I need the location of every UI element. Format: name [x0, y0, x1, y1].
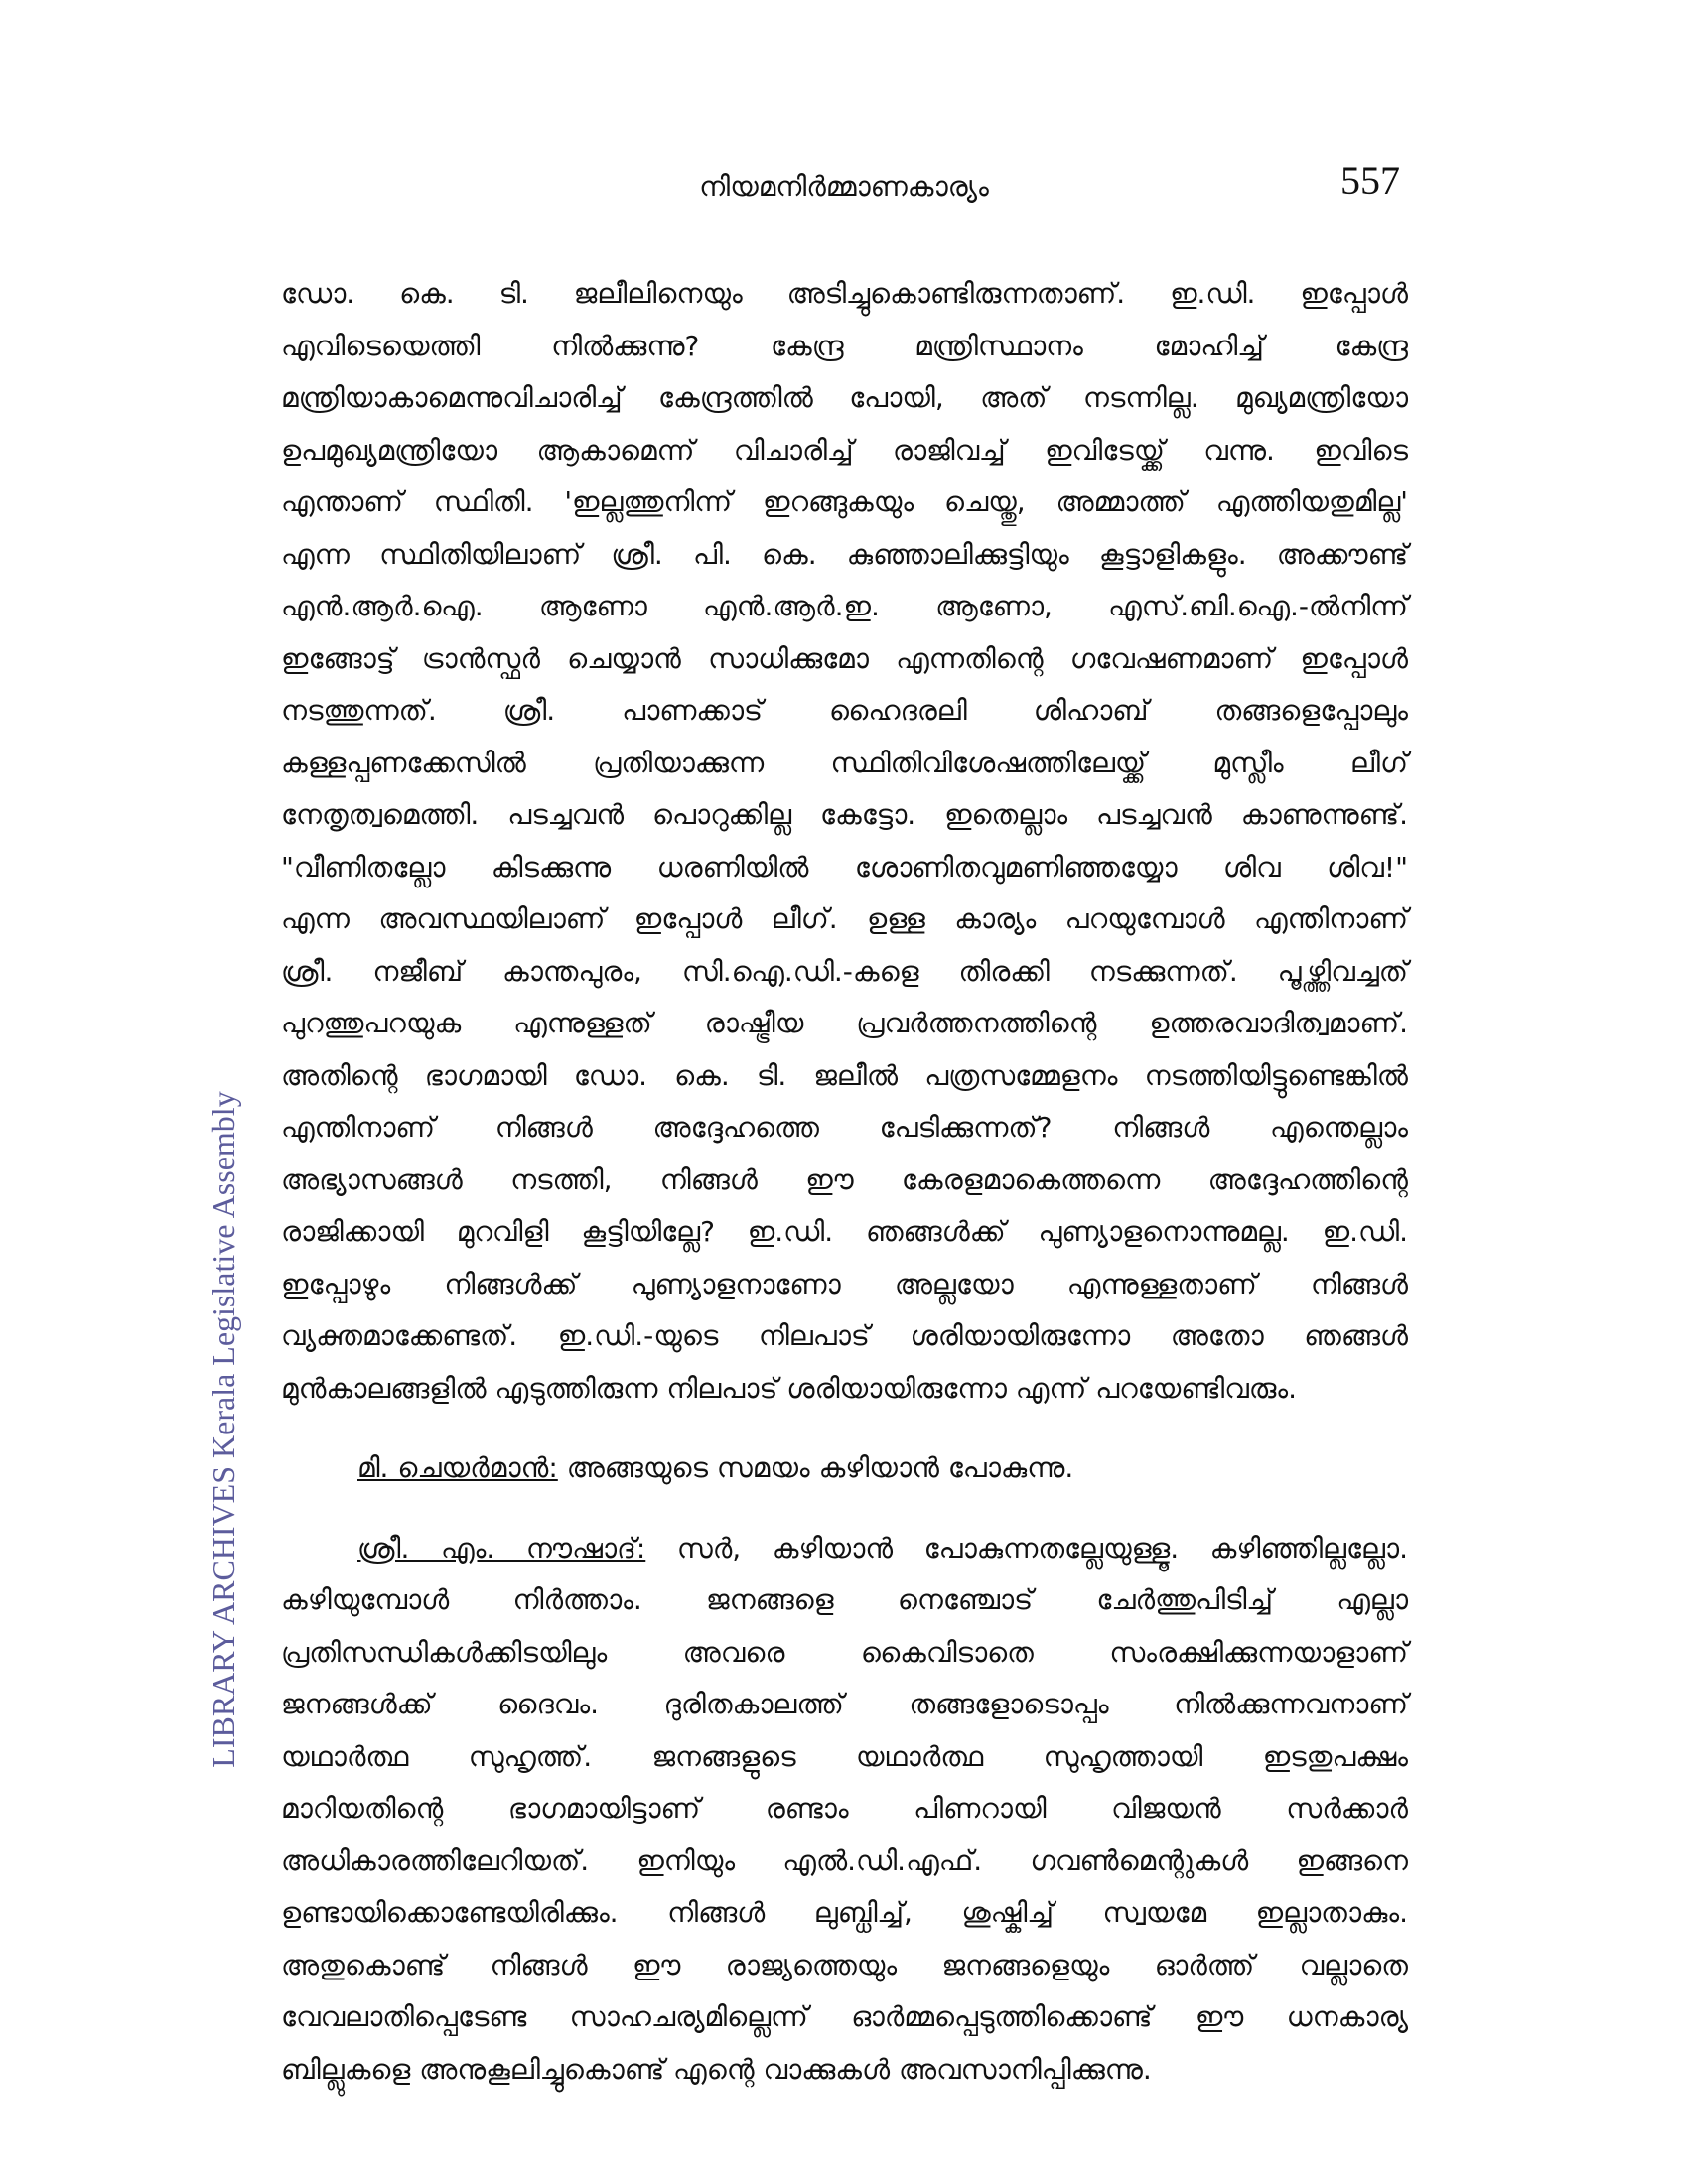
text-line: കള്ളപ്പണക്കേസിൽ പ്രതിയാക്കുന്ന സ്ഥിതിവിശേഷത്തിലേയ്ക്ക് മുസ്ലീം ലീഗ് — [281, 746, 1408, 779]
paragraph-gap — [281, 1415, 1408, 1442]
text-line: പുറത്തുപറയുക എന്നുള്ളത് രാഷ്ട്രീയ പ്രവർത്തനത്തിന്റെ ഉത്തരവാദിത്വമാണ്. — [281, 1007, 1408, 1039]
speech-text: സർ, കഴിയാൻ പോകുന്നതല്ലേയുള്ളൂ. കഴിഞ്ഞില്ലല്ലോ. — [645, 1531, 1408, 1565]
text-line: "വീണിതല്ലോ കിടക്കുന്നു ധരണിയിൽ ശോണിതവുമണിഞ്ഞയ്യോ ശിവ ശിവ!" — [281, 850, 1408, 884]
text-line: ഉപമുഖ്യമന്ത്രിയോ ആകാമെന്ന് വിചാരിച്ച് രാജിവച്ച് ഇവിടേയ്ക്ക് വന്നു. ഇവിടെ — [281, 433, 1408, 467]
text-line: ഉണ്ടായിക്കൊണ്ടേയിരിക്കും. നിങ്ങൾ ലുബ്ധിച്ച്, ശുഷ്കിച്ച് സ്വയമേ ഇല്ലാതാകും. — [281, 1896, 1408, 1929]
page-title: നിയമനിർമ്മാണകാര്യം — [699, 170, 989, 203]
text-line: രാജിക്കായി മുറവിളി കൂട്ടിയില്ലേ? ഇ.ഡി. ഞങ്ങൾക്ക് പുണ്യാളനൊന്നുമല്ല. ഇ.ഡി. — [281, 1215, 1408, 1248]
text-line: ശ്രീ. നജീബ് കാന്തപുരം, സി.ഐ.ഡി.-കളെ തിരക്കി നടക്കുന്നത്. പൂഴ്ത്തിവച്ചത് — [281, 954, 1408, 988]
library-archives-watermark: LIBRARY ARCHIVES Kerala Legislative Assembly — [206, 1091, 241, 1768]
paragraph-gap — [281, 1495, 1408, 1523]
text-line: അധികാരത്തിലേറിയത്. ഇനിയും എൽ.ഡി.എഫ്. ഗവൺമെന്റുകൾ ഇങ്ങനെ — [281, 1843, 1408, 1877]
text-line: എന്താണ് സ്ഥിതി. 'ഇല്ലത്തുനിന്ന് ഇറങ്ങുകയും ചെയ്തു, അമ്മാത്ത് എത്തിയതുമില്ല' — [281, 485, 1408, 518]
page-number: 557 — [1340, 158, 1400, 203]
text-line: ഡോ. കെ. ടി. ജലീലിനെയും അടിച്ചുകൊണ്ടിരുന്നതാണ്. ഇ.ഡി. ഇപ്പോൾ — [281, 277, 1408, 310]
text-line: വേവലാതിപ്പെടേണ്ട സാഹചര്യമില്ലെന്ന് ഓർമ്മപ്പെടുത്തിക്കൊണ്ട് ഈ ധനകാര്യ — [281, 2000, 1408, 2033]
text-line: ഇപ്പോഴും നിങ്ങൾക്ക് പുണ്യാളനാണോ അല്ലയോ എന്നുള്ളതാണ് നിങ്ങൾ — [281, 1267, 1408, 1300]
text-line: മാറിയതിന്റെ ഭാഗമായിട്ടാണ് രണ്ടാം പിണറായി വിജയൻ സർക്കാർ — [281, 1792, 1408, 1825]
text-line: അതിന്റെ ഭാഗമായി ഡോ. കെ. ടി. ജലീൽ പത്രസമ്മേളനം നടത്തിയിട്ടുണ്ടെങ്കിൽ — [281, 1058, 1408, 1092]
text-line: പ്രതിസന്ധികൾക്കിടയിലും അവരെ കൈവിടാതെ സംരക്ഷിക്കുന്നയാളാണ് — [281, 1635, 1408, 1669]
text-line: എന്ന അവസ്ഥയിലാണ് ഇപ്പോൾ ലീഗ്. ഉള്ള കാര്യം പറയുമ്പോൾ എന്തിനാണ് — [281, 902, 1408, 935]
text-line: നടത്തുന്നത്. ശ്രീ. പാണക്കാട് ഹൈദരലി ശിഹാബ് തങ്ങളെപ്പോലും — [281, 694, 1408, 727]
text-line: അഭ്യാസങ്ങൾ നടത്തി, നിങ്ങൾ ഈ കേരളമാകെത്തന്നെ അദ്ദേഹത്തിന്റെ — [281, 1162, 1408, 1196]
text-line: എവിടെയെത്തി നിൽക്കുന്നു? കേന്ദ്ര മന്ത്രിസ്ഥാനം മോഹിച്ച് കേന്ദ്ര — [281, 329, 1408, 362]
text-line: എന്ന സ്ഥിതിയിലാണ് ശ്രീ. പി. കെ. കുഞ്ഞാലിക്കുട്ടിയും കൂട്ടാളികളും. അക്കൗണ്ട് — [281, 537, 1408, 571]
text-line: മുൻകാലങ്ങളിൽ എടുത്തിരുന്ന നിലപാട് ശരിയായിരുന്നോ എന്ന് പറയേണ്ടിവരും. — [281, 1371, 1297, 1405]
chairman-remark — [281, 1442, 1408, 1495]
speaker-name: മി. ചെയർമാൻ: — [357, 1451, 558, 1484]
text-line — [281, 1523, 1408, 1575]
text-line: അതുകൊണ്ട് നിങ്ങൾ ഈ രാജ്യത്തെയും ജനങ്ങളെയും ഓർത്ത് വല്ലാതെ — [281, 1948, 1408, 1981]
document-body — [281, 268, 1408, 2096]
text-line: വ്യക്തമാക്കേണ്ടത്. ഇ.ഡി.-യുടെ നിലപാട് ശരിയായിരുന്നോ അതോ ഞങ്ങൾ — [281, 1319, 1408, 1352]
speaker-name: ശ്രീ. എം. നൗഷാദ്: — [357, 1531, 646, 1565]
text-line: എന്തിനാണ് നിങ്ങൾ അദ്ദേഹത്തെ പേടിക്കുന്നത്? നിങ്ങൾ എന്തെല്ലാം — [281, 1111, 1408, 1144]
text-line: മന്ത്രിയാകാമെന്നുവിചാരിച്ച് കേന്ദ്രത്തിൽ പോയി, അത് നടന്നില്ല. മുഖ്യമന്ത്രിയോ — [281, 381, 1408, 414]
text-line: യഥാർത്ഥ സുഹൃത്ത്. ജനങ്ങളുടെ യഥാർത്ഥ സുഹൃത്തായി ഇടതുപക്ഷം — [281, 1739, 1408, 1773]
text-line: ബില്ലുകളെ അനുകൂലിച്ചുകൊണ്ട് എന്റെ വാക്കുകൾ അവസാനിപ്പിക്കുന്നു. — [281, 2052, 1152, 2086]
text-line: കഴിയുമ്പോൾ നിർത്താം. ജനങ്ങളെ നെഞ്ചോട് ചേർത്തുപിടിച്ച് എല്ലാ — [281, 1583, 1408, 1616]
text-line: എൻ.ആർ.ഐ. ആണോ എൻ.ആർ.ഇ. ആണോ, എസ്.ബി.ഐ.-ൽനിന്ന് — [281, 590, 1408, 622]
text-line: ജനങ്ങൾക്ക് ദൈവം. ദുരിതകാലത്ത് തങ്ങളോടൊപ്പം നിൽക്കുന്നവനാണ് — [281, 1688, 1408, 1720]
text-line — [281, 1442, 1408, 1495]
text-line: നേതൃത്വമെത്തി. പടച്ചവൻ പൊറുക്കില്ല കേട്ടോ. ഇതെല്ലാം പടച്ചവൻ കാണുന്നുണ്ട്. — [281, 798, 1408, 831]
speech-paragraph-1 — [281, 268, 1408, 1415]
text-line: ഇങ്ങോട്ട് ട്രാൻസ്ഫർ ചെയ്യാൻ സാധിക്കുമോ എന്നതിന്റെ ഗവേഷണമാണ് ഇപ്പോൾ — [281, 641, 1408, 675]
speech-paragraph-2 — [281, 1523, 1408, 2097]
remark-text: അങ്ങയുടെ സമയം കഴിയാൻ പോകുന്നു. — [557, 1451, 1074, 1484]
